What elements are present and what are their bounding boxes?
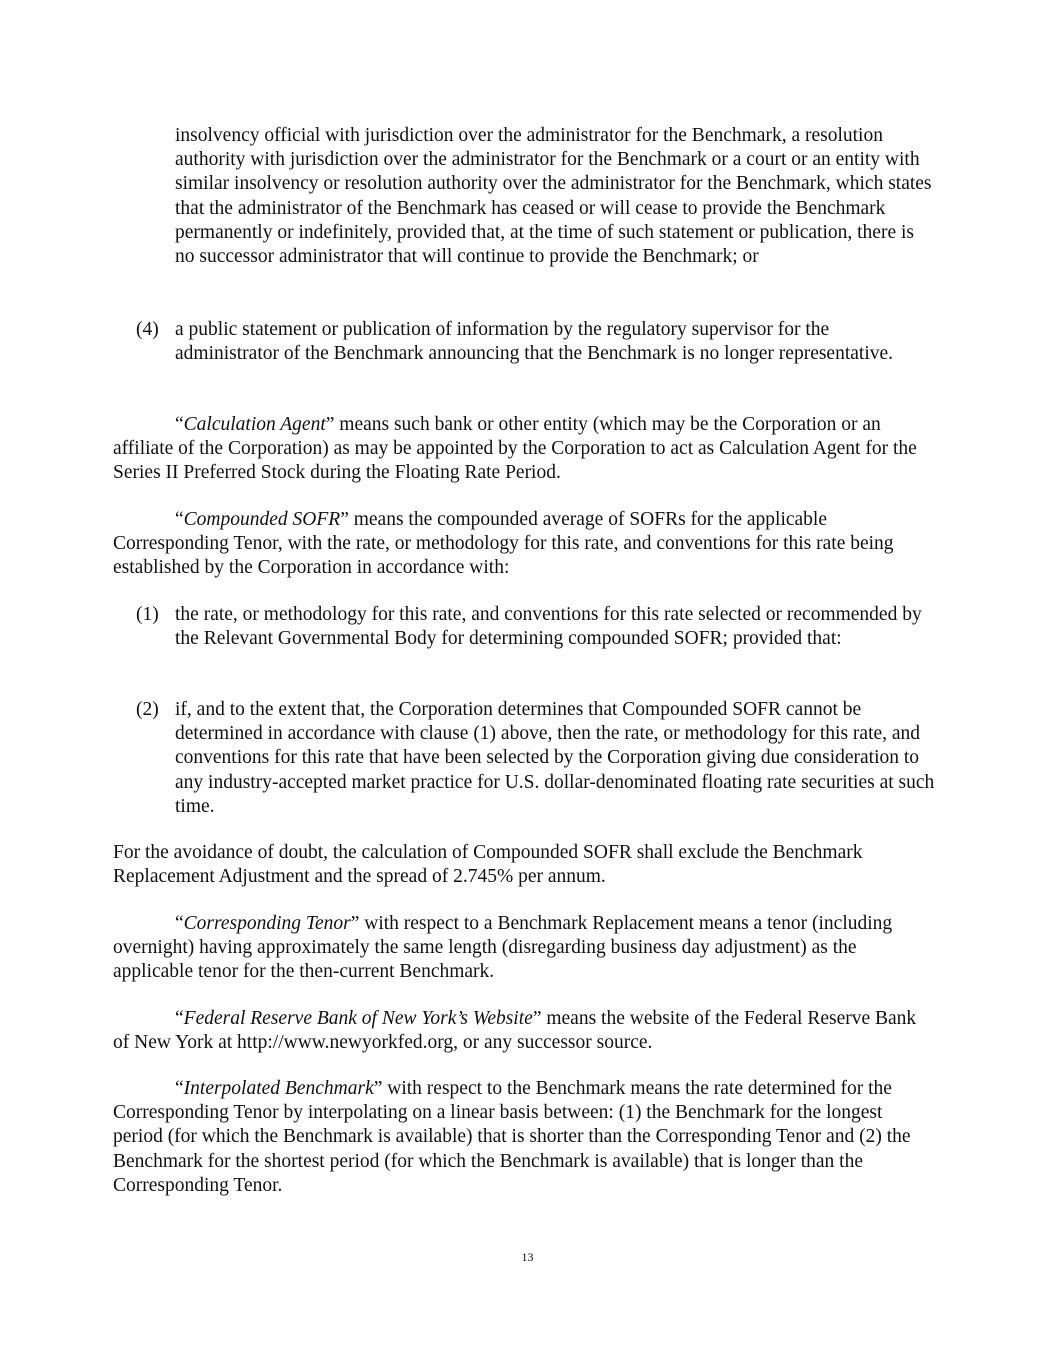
list-number: (4) <box>136 319 159 340</box>
definition-text: with respect to a Benchmark Replacement means a tenor (including overnight) having approximately the same length (disregarding business day adjustment) as the applicable tenor for the then-current Benchmark. <box>113 913 893 983</box>
page-number: 13 <box>521 1250 534 1264</box>
definition-compounded-sofr <box>113 508 935 581</box>
list-number: (1) <box>136 604 159 625</box>
open-quote: “ <box>175 913 184 934</box>
continuation-paragraph: insolvency official with jurisdiction over the administrator for the Benchmark, a resolution authority with jurisdiction over the administrator for the Benchmark or a court or an entity with similar insolvency or resolution authority over the administrator for the Benchmark, which states that the administrator of the Benchmark has ceased or will cease to provide the Benchmark permanently or indefinitely, provided that, at the time of such statement or publication, there is no successor administrator that will continue to provide the Benchmark; or <box>175 125 932 268</box>
open-quote: “ <box>175 1008 184 1029</box>
open-quote: “ <box>175 414 184 435</box>
defined-term: Calculation Agent <box>183 414 326 435</box>
definition-interpolated-benchmark <box>113 1077 935 1198</box>
defined-term: Interpolated Benchmark <box>183 1078 374 1099</box>
close-quote: ” <box>340 509 349 530</box>
list-number: (2) <box>136 699 159 720</box>
list-text: a public statement or publication of information by the regulatory supervisor for the administrator of the Benchmark announcing that the Benchmark is no longer representative. <box>175 319 894 365</box>
defined-term: Federal Reserve Bank of New York’s Website <box>183 1008 533 1029</box>
list-text: if, and to the extent that, the Corporation determines that Compounded SOFR cannot be determined in accordance with clause (1) above, then the rate, or methodology for this rate, and conventions for this rate that have been selected by the Corporation giving due consideration to any industry-accepted market practice for U.S. dollar-denominated floating rate securities at such time. <box>175 699 935 817</box>
close-quote: ” <box>373 1078 383 1099</box>
avoidance-of-doubt-paragraph: For the avoidance of doubt, the calculation of Compounded SOFR shall exclude the Benchmark Replacement Adjustment and the spread of 2.745% per annum. <box>113 842 863 888</box>
definition-text: means such bank or other entity (which may be the Corporation or an affiliate of the Corporation) as may be appointed by the Corporation to act as Calculation Agent for the Series II Preferred Stock during the Floating Rate Period. <box>113 414 917 484</box>
defined-term: Compounded SOFR <box>183 509 341 530</box>
definition-frbny-website <box>113 1007 935 1055</box>
list-text: the rate, or methodology for this rate, and conventions for this rate selected or recommended by the Relevant Governmental Body for determining compounded SOFR; provided that: <box>175 604 922 650</box>
definition-text: with respect to the Benchmark means the rate determined for the Corresponding Tenor by interpolating on a linear basis between: (1) the Benchmark for the longest period (for which the Benchmark is available) that is shorter than the Corresponding Tenor and (2) the Benchmark for the shortest period (for which the Benchmark is available) that is longer than the Corresponding Tenor. <box>113 1078 911 1196</box>
close-quote: ” <box>325 414 335 435</box>
open-quote: “ <box>175 509 184 530</box>
definition-corresponding-tenor <box>113 912 935 985</box>
close-quote: ” <box>532 1008 542 1029</box>
definition-text: means the website of the Federal Reserve Bank of New York at http://www.newyorkfed.org, or any successor source. <box>113 1008 917 1054</box>
close-quote: ” <box>350 913 360 934</box>
defined-term: Corresponding Tenor <box>183 913 351 934</box>
open-quote: “ <box>175 1078 184 1099</box>
definition-calculation-agent <box>113 413 935 486</box>
definition-text: means the compounded average of SOFRs for the applicable Corresponding Tenor, with the rate, or methodology for this rate, and conventions for this rate being established by the Corporation in accordance with: <box>113 509 894 579</box>
